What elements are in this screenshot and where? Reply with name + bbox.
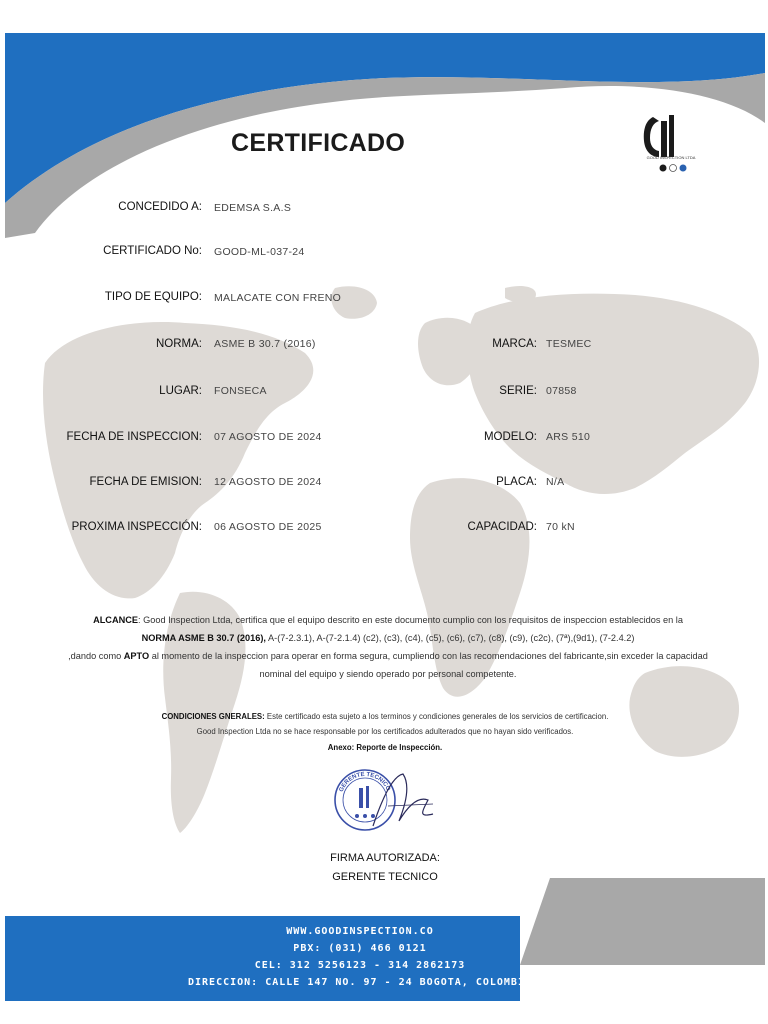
- value-placa: N/A: [546, 476, 565, 488]
- value-marca: TESMEC: [546, 338, 592, 350]
- label-norma: NORMA:: [156, 338, 202, 350]
- alcance-line-1: [23, 611, 753, 629]
- svg-text:GERENTE TECNICO: [339, 772, 391, 793]
- alcance-paragraph: [23, 611, 753, 683]
- label-fecha-inspeccion: FECHA DE INSPECCION:: [66, 431, 202, 443]
- anexo-text: Anexo: Reporte de Inspección.: [327, 743, 443, 752]
- value-certificado-no: GOOD-ML-037-24: [214, 246, 305, 258]
- label-lugar: LUGAR:: [159, 385, 202, 397]
- signature-stamp: [333, 766, 441, 834]
- value-fecha-emision: 12 AGOSTO DE 2024: [214, 476, 322, 488]
- alcance-line-2: [23, 629, 753, 647]
- value-concedido: EDEMSA S.A.S: [214, 202, 292, 214]
- logo-text: GOOD INSPECTION LTDA: [646, 155, 696, 160]
- label-capacidad: CAPACIDAD:: [467, 521, 537, 533]
- good-inspection-logo: [641, 111, 693, 175]
- label-tipo-equipo: TIPO DE EQUIPO:: [104, 291, 202, 303]
- condiciones-paragraph: [65, 709, 705, 739]
- label-placa: PLACA:: [496, 476, 537, 488]
- alcance-line-4: nominal del equipo y siendo operado por personal competente.: [259, 669, 517, 679]
- label-modelo: MODELO:: [483, 431, 537, 443]
- label-serie: SERIE:: [499, 385, 537, 397]
- footer-cel: CEL: 312 5256123 - 314 2862173: [254, 960, 466, 971]
- footer-direccion: DIRECCION: CALLE 147 NO. 97 - 24 BOGOTA, COLOMBIA: [187, 977, 532, 988]
- value-capacidad: 70 kN: [546, 521, 575, 533]
- alcance-text-2: A-(7-2.3.1), A-(7-2.1.4) (c2), (c3), (c4), (c5), (c6), (c7), (c8), (c9), (c2c), (7ª),(9d1), (7-2.4.2): [265, 633, 635, 643]
- value-tipo-equipo: MALACATE CON FRENO: [214, 292, 342, 304]
- alcance-line-3: [23, 647, 753, 665]
- label-proxima-inspeccion: PROXIMA INSPECCIÓN:: [71, 521, 202, 533]
- label-certificado-no: CERTIFICADO No:: [103, 245, 202, 257]
- alcance-norma: NORMA ASME B 30.7 (2016),: [141, 633, 266, 643]
- firma-label: FIRMA AUTORIZADA:: [330, 852, 440, 864]
- alcance-text-1: : Good Inspection Ltda, certifica que el equipo descrito en este documento cumplio con los requisitos de inspeccion establecidos en la: [137, 615, 683, 625]
- value-modelo: ARS 510: [546, 431, 591, 443]
- value-norma: ASME B 30.7 (2016): [214, 338, 316, 350]
- stamp-text: GERENTE TECNICO: [338, 771, 391, 793]
- label-concedido: CONCEDIDO A:: [118, 201, 202, 213]
- certificate-page: [5, 33, 765, 1001]
- value-fecha-inspeccion: 07 AGOSTO DE 2024: [214, 431, 322, 443]
- footer-pbx: PBX: (031) 466 0121: [293, 943, 427, 954]
- footer-contact: [155, 923, 565, 991]
- condiciones-label: CONDICIONES GNERALES:: [161, 712, 265, 721]
- alcance-text-3: ,dando como: [68, 651, 124, 661]
- label-marca: MARCA:: [492, 338, 537, 350]
- condiciones-text-1: Este certificado esta sujeto a los terminos y condiciones generales de los servicios de certificacion.: [264, 712, 609, 721]
- alcance-text-4: al momento de la inspeccion para operar en forma segura, cumpliendo con las recomendaciones del fabricante,sin exceder la capacidad: [149, 651, 708, 661]
- condiciones-line-1: [65, 709, 705, 724]
- value-lugar: FONSECA: [214, 385, 267, 397]
- firma-block: [5, 849, 765, 887]
- certificate-title: CERTIFICADO: [231, 129, 406, 157]
- alcance-label: ALCANCE: [93, 615, 138, 625]
- alcance-apto: APTO: [123, 651, 150, 661]
- value-proxima-inspeccion: 06 AGOSTO DE 2025: [214, 521, 322, 533]
- label-fecha-emision: FECHA DE EMISION:: [89, 476, 202, 488]
- condiciones-line-2: Good Inspection Ltda no se hace responsable por los certificados adulterados que no hayan sido verificados.: [196, 727, 574, 736]
- footer-web: WWW.GOODINSPECTION.CO: [286, 926, 434, 937]
- firma-cargo: GERENTE TECNICO: [332, 871, 438, 883]
- value-serie: 07858: [546, 385, 577, 397]
